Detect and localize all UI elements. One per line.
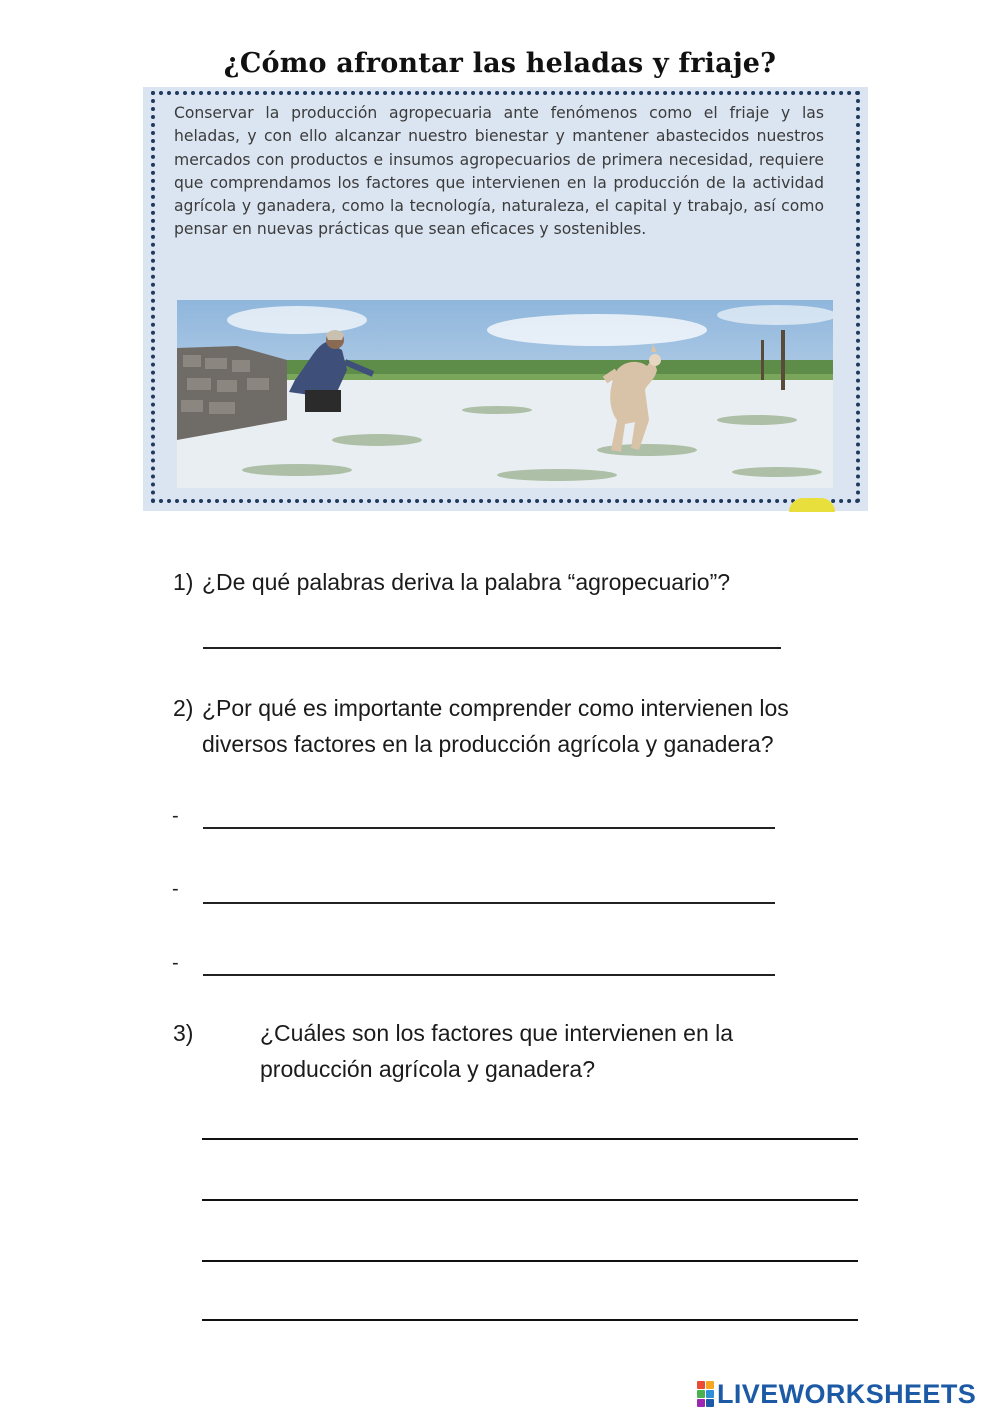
question-1-number: 1) xyxy=(173,569,194,595)
answer-line-3a[interactable] xyxy=(202,1138,858,1140)
bullet-dash: - xyxy=(172,878,179,900)
answer-line-2c[interactable] xyxy=(203,974,775,976)
answer-line-1[interactable] xyxy=(203,647,781,649)
bullet-dash: - xyxy=(172,952,179,974)
question-2-text-line1: ¿Por qué es importante comprender como intervienen los xyxy=(202,695,789,721)
frost-landscape-image xyxy=(177,300,833,488)
worksheet-title: ¿Cómo afrontar las heladas y friaje? xyxy=(223,48,777,79)
question-1-text: ¿De qué palabras deriva la palabra “agropecuario”? xyxy=(202,569,731,595)
answer-line-3d[interactable] xyxy=(202,1319,858,1321)
corner-page-tab xyxy=(789,498,835,512)
question-3-text-line2: producción agrícola y ganadera? xyxy=(260,1056,596,1082)
question-3 xyxy=(173,1015,853,1091)
bullet-dash: - xyxy=(172,805,179,827)
answer-line-2a[interactable] xyxy=(203,827,775,829)
reading-box xyxy=(143,87,868,511)
reading-text: Conservar la producción agropecuaria ante fenómenos como el friaje y las heladas, y con ello alcanzar nuestro bienestar y mantener abastecidos nuestros mercados con productos e insumos agropecuarios de primera necesidad, requiere que comprendamos los factores que intervienen en la producción de la actividad agrícola y ganadera, como la tecnología, naturaleza, el capital y trabajo, así como pensar en nuevas prácticas que sean eficaces y sostenibles. xyxy=(174,104,824,239)
question-3-text-line1: ¿Cuáles son los factores que intervienen en la xyxy=(260,1020,734,1046)
answer-line-2b[interactable] xyxy=(203,902,775,904)
answer-line-3c[interactable] xyxy=(202,1260,858,1262)
question-1 xyxy=(173,564,853,604)
answer-line-3b[interactable] xyxy=(202,1199,858,1201)
question-2 xyxy=(173,690,853,766)
question-3-number: 3) xyxy=(173,1020,194,1046)
liveworksheets-logo-icon xyxy=(697,1381,714,1407)
liveworksheets-logo xyxy=(697,1377,976,1411)
question-2-text-line2: diversos factores en la producción agrícola y ganadera? xyxy=(202,731,774,757)
question-2-number: 2) xyxy=(173,695,194,721)
liveworksheets-wordmark: LIVEWORKSHEETS xyxy=(717,1378,977,1409)
